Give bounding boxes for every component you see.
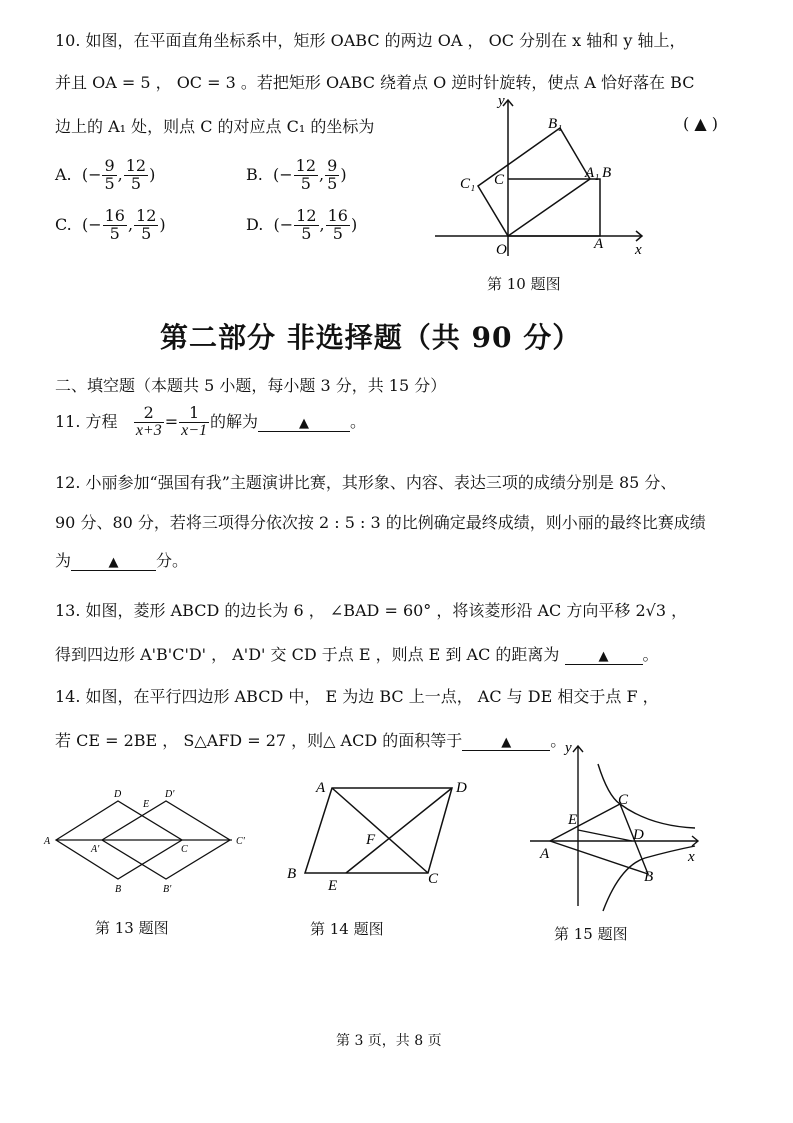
q10-answer-mark: ( ▲ ) <box>683 114 718 133</box>
figure-10 <box>430 88 660 263</box>
fig15-label-x: x <box>688 849 695 865</box>
q14-answer-blank[interactable]: ▲ <box>462 731 550 751</box>
fig15-label-b: B <box>644 869 654 885</box>
fig13-caption: 第 13 题图 <box>95 919 169 937</box>
q14-line2: 若 CE = 2BE ， S△AFD = 27 ，则△ ACD 的面积等于 ▲ 。 <box>55 731 567 750</box>
fig15-caption: 第 15 题图 <box>554 925 628 943</box>
q13-line2: 得到四边形 A'B'C'D' ， A'D' 交 CD 于点 E ，则点 E 到 AC 的距离为 ▲ 。 <box>55 645 659 664</box>
fig13-label-d: D <box>114 789 122 800</box>
part2-title: 第二部分 非选择题（共 90 分） <box>160 321 582 354</box>
fig14-label-e: E <box>328 878 338 894</box>
fig15-label-c: C <box>618 792 629 808</box>
fig15-label-a: A <box>540 846 550 862</box>
section-fill-in-blank: 二、填空题（本题共 5 小题，每小题 3 分，共 15 分） <box>55 376 447 395</box>
fig13-label-cp: C' <box>236 836 245 847</box>
q12-answer-blank[interactable]: ▲ <box>71 551 156 571</box>
fig14-diagonal-ac <box>332 788 428 873</box>
fig10-label-a1: A₁ <box>585 165 600 181</box>
q10-option-c: C. (− $\frac{16}{5}$ , $\frac{12}{5}$ ) <box>55 206 166 243</box>
fig13-label-bp: B' <box>163 884 172 895</box>
fig13-label-e: E <box>143 799 150 810</box>
fig10-label-a: A <box>594 236 604 252</box>
fig14-caption: 第 14 题图 <box>310 920 384 938</box>
fig13-label-c: C <box>181 844 188 855</box>
q13-answer-blank[interactable]: ▲ <box>565 645 643 665</box>
fig10-rect-oabc <box>508 179 600 236</box>
figure-13 <box>42 782 272 897</box>
fig14-label-a: A <box>316 780 326 796</box>
fig10-label-x: x <box>635 242 642 258</box>
q10-option-d: D. (− $\frac{12}{5}$ , $\frac{16}{5}$ ) <box>246 206 358 243</box>
q10-line1: 10. 如图，在平面直角坐标系中，矩形 OABC 的两边 OA ， OC 分别在 x 轴和 y 轴上， <box>55 31 686 50</box>
fig10-label-c: C <box>494 172 505 188</box>
fig10-caption: 第 10 题图 <box>487 275 561 293</box>
q12-line3: 为 ▲ 分。 <box>55 551 189 570</box>
fig14-label-c: C <box>428 871 439 887</box>
fig14-segment-de <box>346 788 452 873</box>
fig15-label-y: y <box>565 740 572 756</box>
q11: 11. 方程 $\frac{2}{x+3}$ = $\frac{1}{x-1}$ 的解为 ▲ 。 <box>55 403 367 439</box>
fig13-label-dp: D' <box>165 789 175 800</box>
fig13-label-b: B <box>115 884 122 895</box>
fig15-label-d: D <box>633 827 644 843</box>
q10-option-a: A. (− $\frac{9}{5}$ , $\frac{12}{5}$ ) <box>55 156 156 193</box>
fig10-label-c1: C₁ <box>460 176 476 192</box>
fig14-label-d: D <box>456 780 467 796</box>
fig10-label-y: y <box>498 93 505 109</box>
fig10-label-o: O <box>496 242 507 258</box>
q10-line2: 并且 OA = 5 ， OC = 3 。若把矩形 OABC 绕着点 O 逆时针旋转，使点 A 恰好落在 BC <box>55 73 695 92</box>
fig15-segment-ed <box>578 830 632 841</box>
fig14-label-f: F <box>366 832 376 848</box>
fig10-label-b: B <box>602 165 612 181</box>
q10-option-b: B. (− $\frac{12}{5}$ , $\frac{9}{5}$ ) <box>246 156 347 193</box>
q10-line3: 边上的 A₁ 处，则点 C 的对应点 C₁ 的坐标为 <box>55 117 375 136</box>
q11-answer-blank[interactable]: ▲ <box>258 412 350 432</box>
fig14-parallelogram <box>305 788 452 873</box>
fig10-label-b1: B₁ <box>548 116 563 132</box>
figure-15 <box>520 736 720 916</box>
q14-line1: 14. 如图，在平行四边形 ABCD 中， E 为边 BC 上一点， AC 与 DE 相交于点 F ， <box>55 687 659 706</box>
fig13-label-a: A <box>44 836 51 847</box>
q13-line1: 13. 如图，菱形 ABCD 的边长为 6 ， ∠BAD = 60° ，将该菱形沿 AC 方向平移 2√3 ， <box>55 601 688 620</box>
fig14-label-b: B <box>287 866 297 882</box>
fig15-hyperbola-upper <box>598 764 695 828</box>
fig15-label-e: E <box>568 812 578 828</box>
fig13-label-ap: A' <box>91 844 100 855</box>
q12-line1: 12. 小丽参加“强国有我”主题演讲比赛，其形象、内容、表达三项的成绩分别是 85 分、 <box>55 473 677 492</box>
figure-14 <box>280 778 470 898</box>
page-footer: 第 3 页，共 8 页 <box>336 1033 442 1049</box>
q12-line2: 90 分、80 分，若将三项得分依次按 2 : 5 : 3 的比例确定最终成绩，则小丽的最终比赛成绩 <box>55 513 706 532</box>
